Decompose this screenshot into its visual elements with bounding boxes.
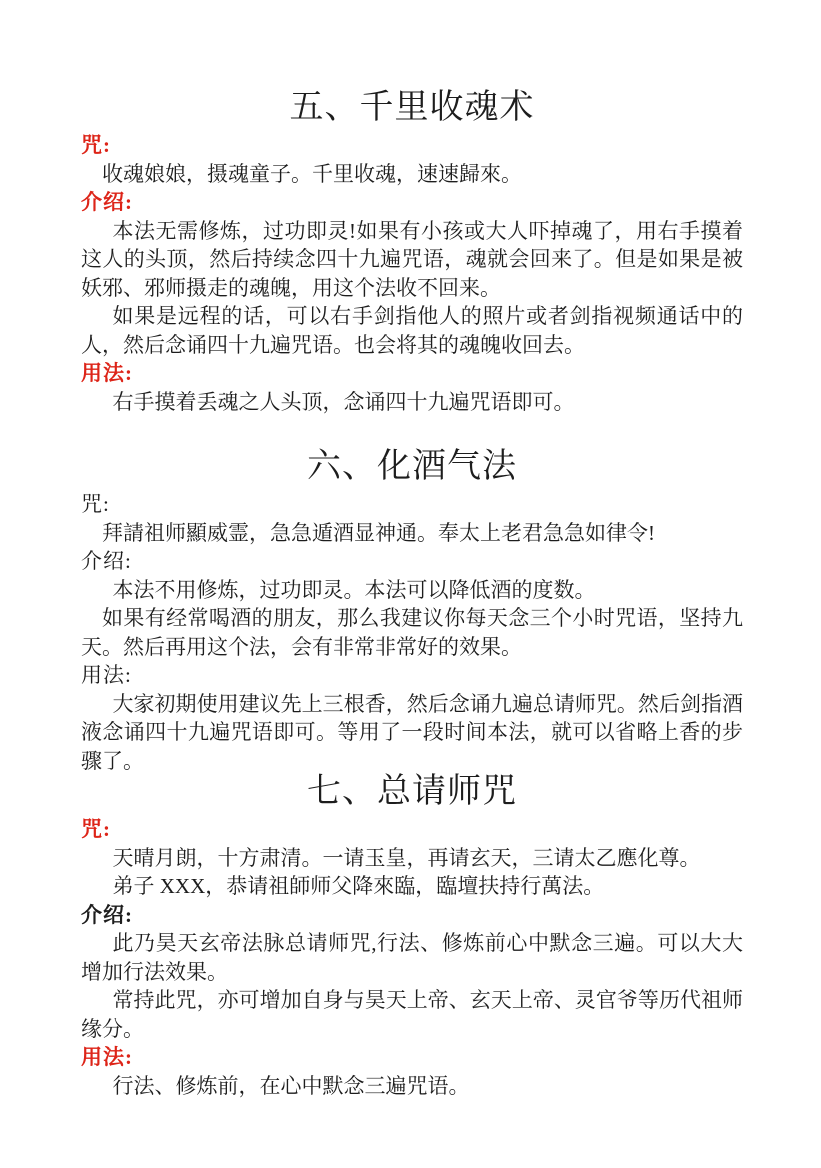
section-title: 六、化酒气法 [307,448,517,485]
paragraph: 如果是远程的话，可以右手剑指他人的照片或者剑指视频通话中的人，然后念诵四十九遍咒语。也会将其的魂魄收回去。 [81,304,743,357]
paragraph: 本法不用修炼，过功即灵。本法可以降低酒的度数。 [112,577,596,602]
spell-section [81,85,743,416]
section-title: 五、千里收魂术 [289,89,535,126]
paragraph: 行法、修炼前，在心中默念三遍咒语。 [112,1073,470,1098]
paragraph: 大家初期使用建议先上三根香，然后念诵九遍总请师咒。然后剑指酒液念诵四十九遍咒语即可。等用了一段时间本法，就可以省略上香的步骤了。 [81,691,743,773]
paragraph: 天晴月朗，十方肃清。一请玉皇，再请玄天，三请太乙應化尊。 [112,845,701,870]
field-label: 用法: [81,663,132,687]
incantation-line: 收魂娘娘，摄魂童子。千里收魂，速速歸來。 [102,161,522,186]
field-label: 介绍: [81,549,132,573]
incantation-line: 如果有经常喝酒的朋友，那么我建议你每天念三个小时咒语，坚持九天。然后再用这个法，会有非常非常好的效果。 [81,606,743,659]
spell-section [81,444,743,775]
field-label: 用法: [81,1045,133,1069]
field-label: 咒: [81,133,111,157]
document-body [81,85,743,1100]
incantation-line: 拜請祖师顯威霊，急急遁酒显神通。奉太上老君急急如律令! [102,520,655,545]
field-label: 咒: [81,492,110,516]
field-label: 用法: [81,361,133,385]
field-label: 介绍: [81,190,133,214]
field-label: 咒: [81,817,111,841]
paragraph: 常持此咒，亦可增加自身与昊天上帝、玄天上帝、灵官爷等历代祖师缘分。 [81,988,743,1041]
paragraph: 本法无需修炼，过功即灵!如果有小孩或大人吓掉魂了，用右手摸着这人的头顶，然后持续念四十九遍咒语，魂就会回来了。但是如果是被妖邪、邪师摄走的魂魄，用这个法收不回来。 [81,218,743,300]
field-label: 介绍: [81,902,133,927]
paragraph: 弟子 XXX，恭请祖師师父降來臨，臨壇扶持行萬法。 [112,874,605,898]
spell-section [81,769,743,1100]
section-title: 七、总请师咒 [307,773,517,810]
paragraph: 此乃昊天玄帝法脉总请师咒,行法、修炼前心中默念三遍。可以大大增加行法效果。 [81,931,743,984]
paragraph: 右手摸着丢魂之人头顶，念诵四十九遍咒语即可。 [112,389,575,414]
